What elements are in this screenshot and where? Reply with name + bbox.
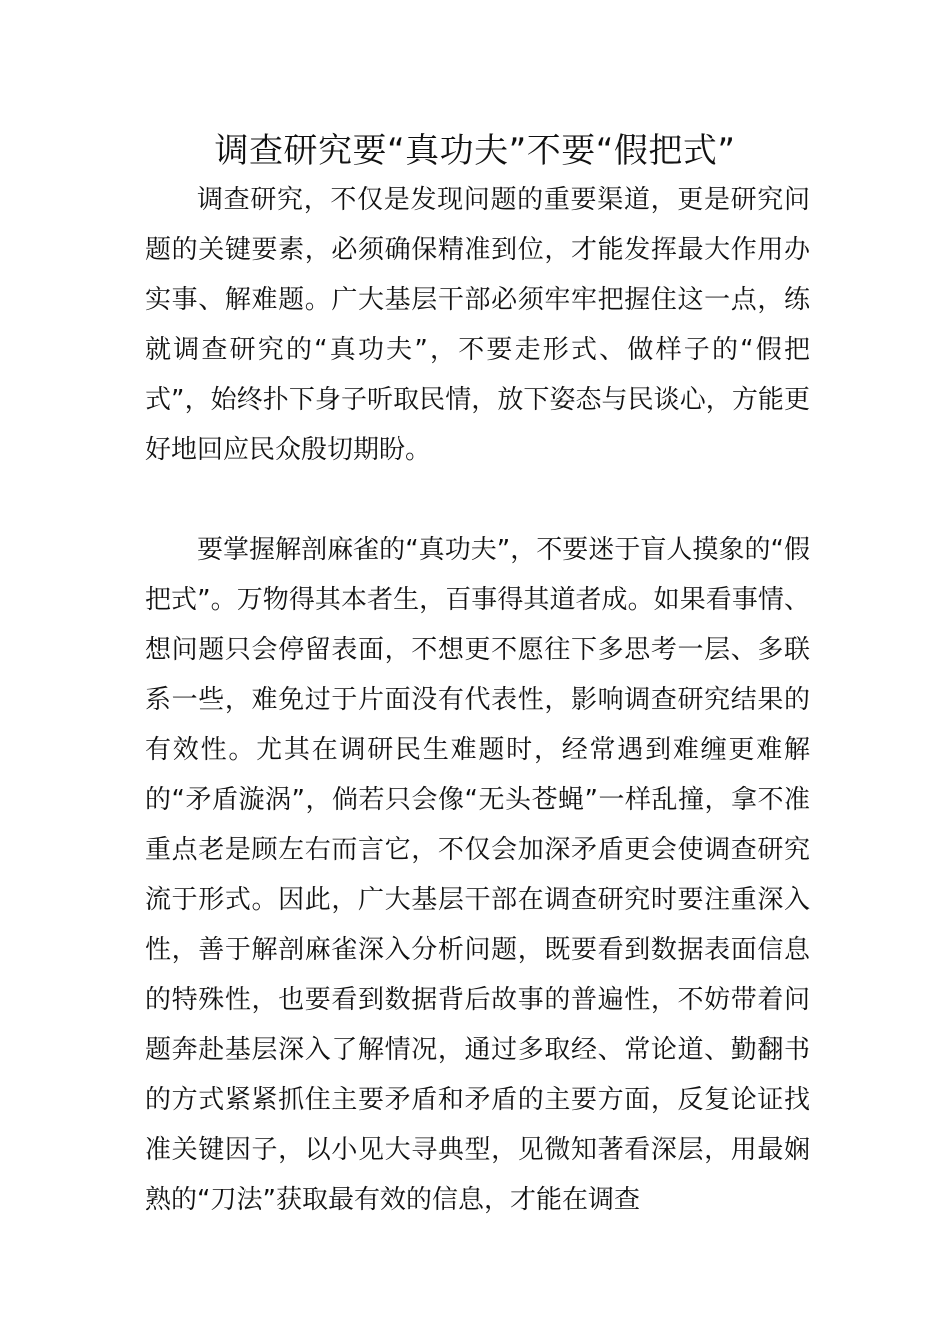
document-title: 调查研究要“真功夫”不要“假把式”	[214, 131, 736, 171]
paragraph-intro: 调查研究，不仅是发现问题的重要渠道，更是研究问题的关键要素，必须确保精准到位，才能发挥最大作用办实事、解难题。广大基层干部必须牢牢把握住这一点，练就调查研究的“真功夫”，不要走形式、做样子的“假把式”，始终扑下身子听取民情，放下姿态与民谈心，方能更好地回应民众殷切期盼。	[145, 185, 810, 465]
paragraph-dissect-sparrow: 要掌握解剖麻雀的“真功夫”，不要迷于盲人摸象的“假把式”。万物得其本者生，百事得其道者成。如果看事情、想问题只会停留表面，不想更不愿往下多思考一层、多联系一些，难免过于片面没有代表性，影响调查研究结果的有效性。尤其在调研民生难题时，经常遇到难缠更难解的“矛盾漩涡”，倘若只会像“无头苍蝇”一样乱撞，拿不准重点老是顾左右而言它，不仅会加深矛盾更会使调查研究流于形式。因此，广大基层干部在调查研究时要注重深入性，善于解剖麻雀深入分析问题，既要看到数据表面信息的特殊性，也要看到数据背后故事的普遍性，不妨带着问题奔赴基层深入了解情况，通过多取经、常论道、勤翻书的方式紧紧抓住主要矛盾和矛盾的主要方面，反复论证找准关键因子，以小见大寻典型，见微知著看深层，用最娴熟的“刀法”获取最有效的信息，才能在调查	[145, 535, 810, 1215]
